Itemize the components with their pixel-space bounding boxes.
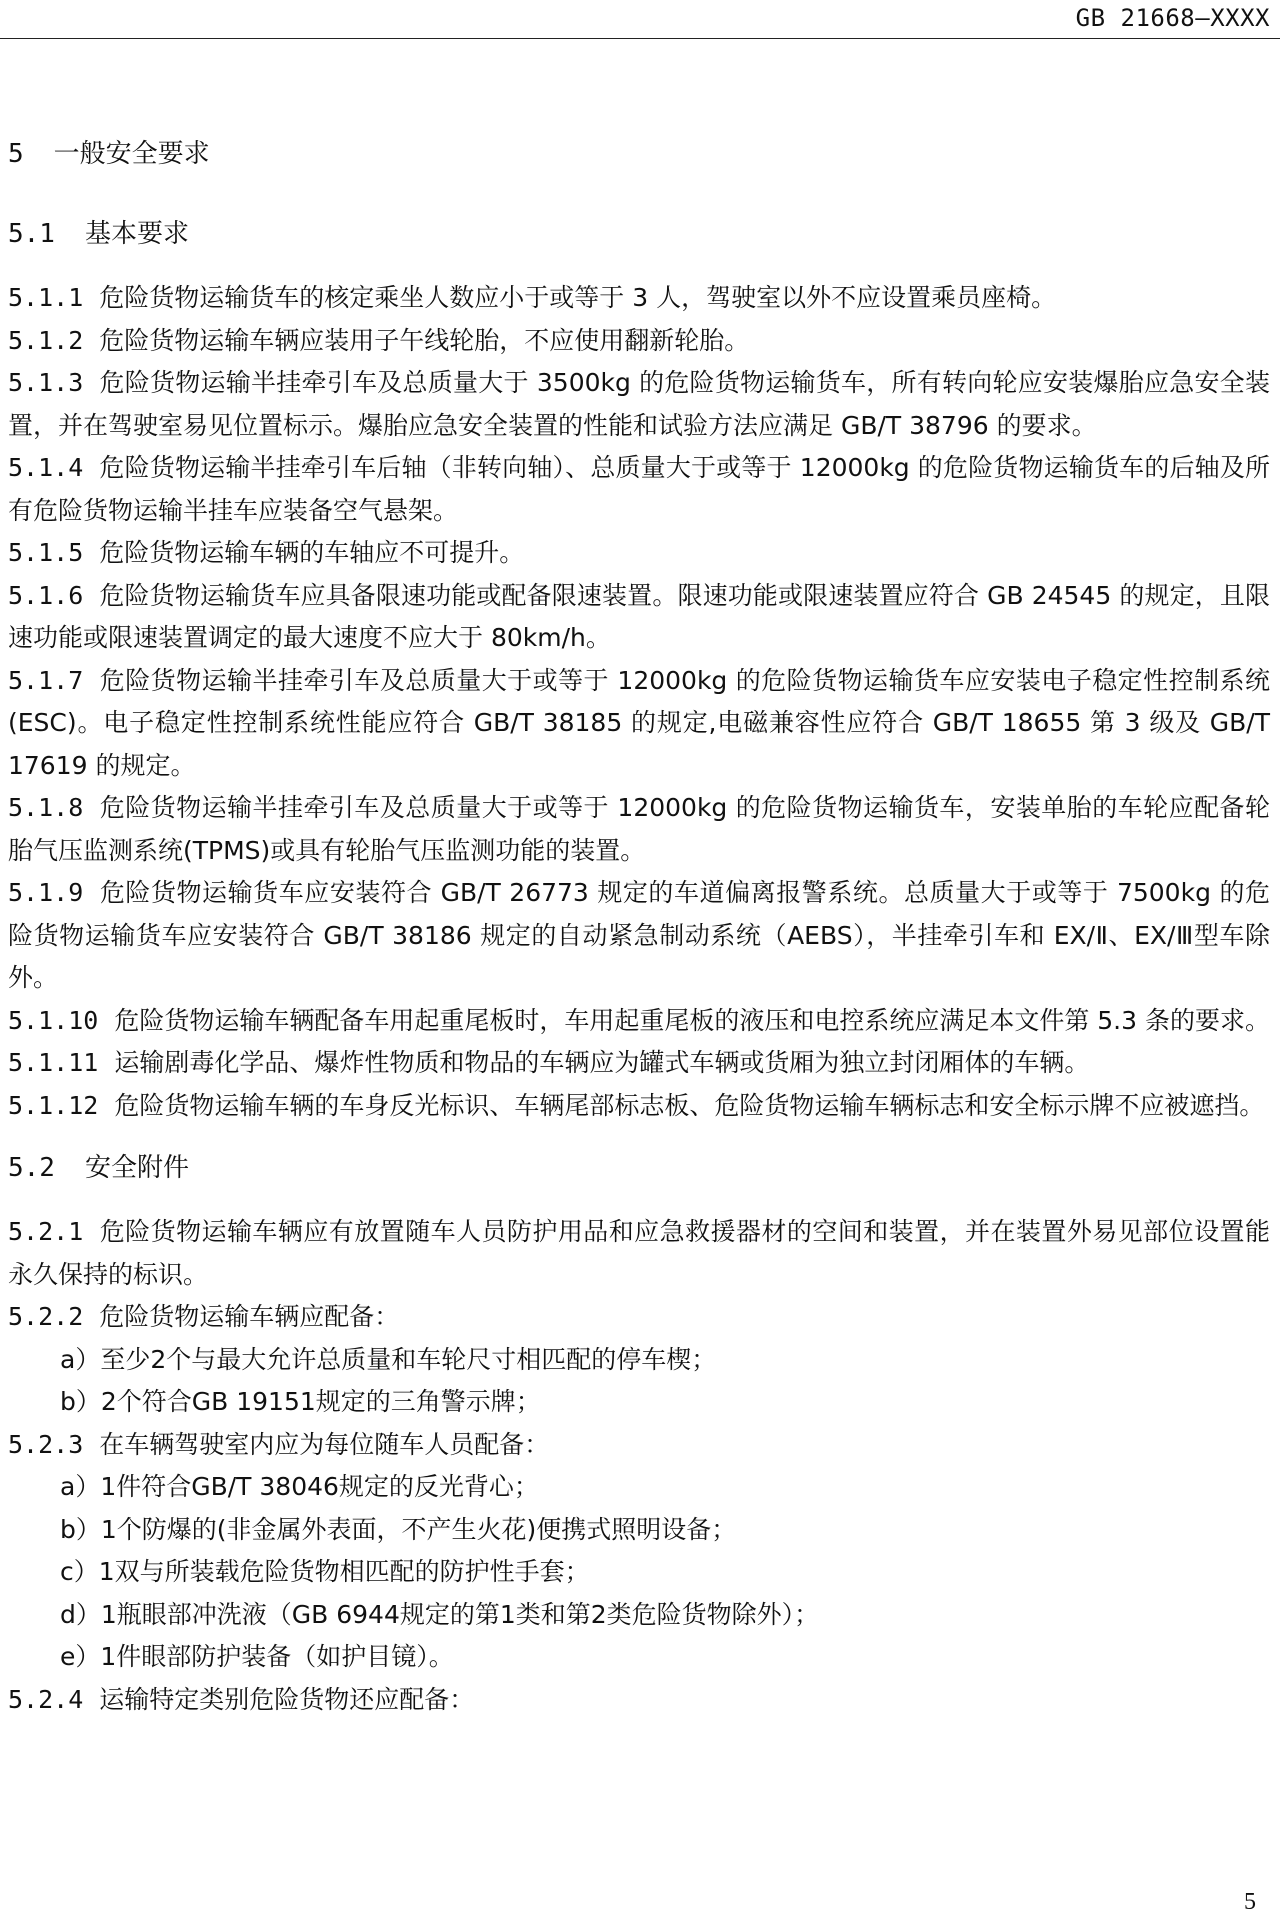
clause-5-1-3 <box>8 362 1270 447</box>
document-code: GB 21668—XXXX <box>1075 4 1270 32</box>
clause-5-1-7 <box>8 660 1270 788</box>
clause-text: 危险货物运输货车应安装符合 GB/T 26773 规定的车道偏离报警系统。总质量大于或等于 7500kg 的危险货物运输货车应安装符合 GB/T 38186 规定的自动紧急制动系统（AEBS），半挂牵引车和 EX/Ⅱ、EX/Ⅲ型车除外。 <box>8 878 1270 992</box>
section-number: 5.1 <box>8 219 55 249</box>
clause-number: 5.1.11 <box>8 1048 99 1077</box>
clause-5-2-4 <box>8 1679 1270 1722</box>
clause-5-1-2 <box>8 320 1270 363</box>
clause-number: 5.1.9 <box>8 878 84 907</box>
clause-number: 5.2.1 <box>8 1217 84 1246</box>
clause-number: 5.1.5 <box>8 538 84 567</box>
clause-text: 危险货物运输半挂牵引车及总质量大于 3500kg 的危险货物运输货车，所有转向轮应安装爆胎应急安全装置，并在驾驶室易见位置标示。爆胎应急安全装置的性能和试验方法应满足 GB/T 38796 的要求。 <box>8 368 1270 440</box>
clause-5-1-9 <box>8 872 1270 1000</box>
clause-text: 运输剧毒化学品、爆炸性物质和物品的车辆应为罐式车辆或货厢为独立封闭厢体的车辆。 <box>114 1048 1090 1077</box>
clause-text: 危险货物运输半挂牵引车及总质量大于或等于 12000kg 的危险货物运输货车应安装电子稳定性控制系统(ESC)。电子稳定性控制系统性能应符合 GB/T 38185 的规定,电磁兼容性应符合 GB/T 18655 第 3 级及 GB/T 17619 的规定。 <box>8 665 1270 780</box>
list-item: c）1双与所装载危险货物相匹配的防护性手套； <box>60 1557 590 1586</box>
section-title: 基本要求 <box>84 219 189 249</box>
document-body <box>8 133 1270 1721</box>
clause-number: 5.1.2 <box>8 325 84 355</box>
clause-text: 危险货物运输车辆应装用子午线轮胎，不应使用翻新轮胎。 <box>99 325 750 355</box>
clause-5-1-6 <box>8 575 1270 660</box>
section-title: 安全附件 <box>84 1153 189 1183</box>
clause-5-2-3 <box>8 1424 1270 1467</box>
clause-5-2-1 <box>8 1211 1270 1296</box>
clause-number: 5.1.4 <box>8 453 84 482</box>
clause-text: 危险货物运输车辆配备车用起重尾板时，车用起重尾板的液压和电控系统应满足本文件第 5.3 条的要求。 <box>114 1005 1270 1035</box>
section-title: 一般安全要求 <box>53 139 210 169</box>
clause-text: 危险货物运输车辆的车轴应不可提升。 <box>99 538 525 567</box>
clause-text: 危险货物运输货车的核定乘坐人数应小于或等于 3 人，驾驶室以外不应设置乘员座椅。 <box>99 283 1057 312</box>
clause-text: 危险货物运输车辆应配备： <box>99 1302 400 1331</box>
clause-5-1-8 <box>8 787 1270 872</box>
section-5-heading <box>8 133 1270 175</box>
clause-5-2-2 <box>8 1296 1270 1339</box>
clause-5-1-1 <box>8 277 1270 320</box>
clause-number: 5.1.12 <box>8 1090 99 1120</box>
clause-5-1-12 <box>8 1085 1270 1128</box>
clause-text: 危险货物运输半挂牵引车后轴（非转向轴）、总质量大于或等于 12000kg 的危险货物运输货车的后轴及所有危险货物运输半挂车应装备空气悬架。 <box>8 453 1270 525</box>
section-5-1-heading <box>8 213 1270 255</box>
clause-text: 危险货物运输车辆应有放置随车人员防护用品和应急救援器材的空间和装置，并在装置外易见部位设置能永久保持的标识。 <box>8 1217 1270 1289</box>
clause-number: 5.1.10 <box>8 1005 99 1035</box>
list-item: b）1个防爆的(非金属外表面，不产生火花)便携式照明设备； <box>60 1514 737 1544</box>
clause-number: 5.2.4 <box>8 1684 84 1714</box>
clause-text: 危险货物运输半挂牵引车及总质量大于或等于 12000kg 的危险货物运输货车，安装单胎的车轮应配备轮胎气压监测系统(TPMS)或具有轮胎气压监测功能的装置。 <box>8 793 1270 865</box>
clause-5-1-11 <box>8 1042 1270 1085</box>
clause-5-1-5 <box>8 532 1270 575</box>
clause-number: 5.2.2 <box>8 1302 84 1331</box>
clause-number: 5.1.1 <box>8 283 84 312</box>
page-number: 5 <box>1244 1889 1256 1915</box>
clause-5-1-10 <box>8 1000 1270 1043</box>
clause-text: 在车辆驾驶室内应为每位随车人员配备： <box>99 1429 550 1459</box>
clause-text: 运输特定类别危险货物还应配备： <box>99 1684 475 1714</box>
list-item: a）至少2个与最大允许总质量和车轮尺寸相匹配的停车楔； <box>60 1344 717 1374</box>
clause-text: 危险货物运输货车应具备限速功能或配备限速装置。限速功能或限速装置应符合 GB 24545 的规定，且限速功能或限速装置调定的最大速度不应大于 80km/h。 <box>8 580 1270 652</box>
list-item: d）1瓶眼部冲洗液（GB 6944规定的第1类和第2类危险货物除外）； <box>60 1599 820 1629</box>
list-item: b）2个符合GB 19151规定的三角警示牌； <box>60 1387 541 1416</box>
list-item: a）1件符合GB/T 38046规定的反光背心； <box>60 1472 539 1501</box>
clause-number: 5.1.3 <box>8 368 84 397</box>
clause-number: 5.1.8 <box>8 793 84 822</box>
clause-number: 5.1.7 <box>8 665 84 695</box>
list-item: e）1件眼部防护装备（如护目镜）。 <box>60 1642 454 1671</box>
section-number: 5.2 <box>8 1153 55 1183</box>
clause-5-1-4 <box>8 447 1270 532</box>
clause-text: 危险货物运输车辆的车身反光标识、车辆尾部标志板、危险货物运输车辆标志和安全标示牌不应被遮挡。 <box>114 1090 1265 1120</box>
clause-number: 5.1.6 <box>8 580 84 610</box>
header-divider <box>0 38 1280 39</box>
clause-number: 5.2.3 <box>8 1429 84 1459</box>
section-5-2-heading <box>8 1147 1270 1189</box>
section-number: 5 <box>8 139 24 169</box>
